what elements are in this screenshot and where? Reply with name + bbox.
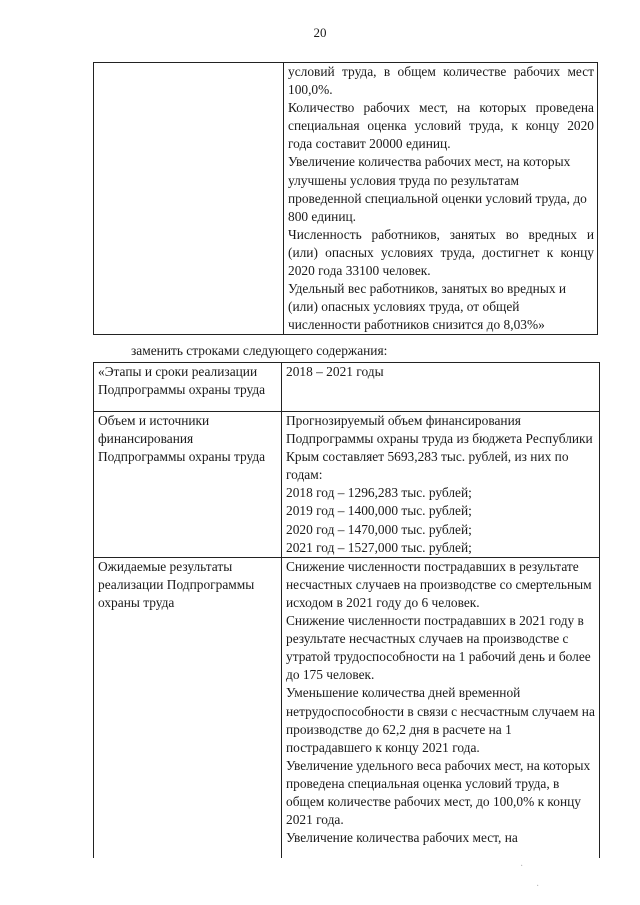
replacement-intro: заменить строками следующего содержания: <box>131 343 388 358</box>
result-paragraph: Уменьшение количества дней временной нетрудоспособности в связи с несчастным случаем на производстве до 62,2 дня в расчете на 1 пострадавшего к концу 2021 года. <box>286 685 595 755</box>
finance-label: Объем и источники финансирования Подпрограммы охраны труда <box>94 412 282 558</box>
empty-label-cell <box>94 63 284 335</box>
finance-year-line: 2020 год – 1470,000 тыс. рублей; <box>286 521 472 537</box>
results-cell <box>282 557 600 858</box>
goal-paragraph: условий труда, в общем количестве рабочих мест 100,0%. <box>288 64 594 98</box>
finance-year-line: 2021 год – 1527,000 тыс. рублей; <box>286 539 472 555</box>
table-row <box>94 63 598 335</box>
goal-paragraph: Удельный вес работников, занятых во вредных и (или) опасных условиях труда, от общей численности работников снизится до 8,03%» <box>288 281 567 333</box>
goal-paragraph: Увеличение количества рабочих мест, на которых улучшены условия труда по результатам проведенной специальной оценки условий труда, до 800 единиц. <box>288 154 587 224</box>
table-row <box>94 363 600 412</box>
table-row <box>94 557 600 858</box>
page-number: 20 <box>313 25 327 40</box>
goal-paragraph: Количество рабочих мест, на которых проведена специальная оценка условий труда, к концу 2020 года составит 20000 единиц. <box>288 100 594 152</box>
finance-cell <box>282 412 600 558</box>
goal-paragraph: Численность работников, занятых во вредных и (или) опасных условиях труда, достигнет к концу 2020 года 33100 человек. <box>288 226 594 279</box>
result-paragraph: Увеличение удельного веса рабочих мест, на которых проведена специальная оценка условий труда, в общем количестве рабочих мест, до 100,0% к концу 2021 года. <box>286 757 591 828</box>
finance-paragraph: Прогнозируемый объем финансирования Подпрограммы охраны труда из бюджета Республики Крым составляет 5693,283 тыс. рублей, из них по годам: <box>286 413 593 483</box>
result-paragraph: Увеличение количества рабочих мест, на <box>286 830 518 846</box>
results-label: Ожидаемые результаты реализации Подпрограммы охраны труда <box>94 557 282 858</box>
scan-mark: · <box>520 861 524 872</box>
stages-value: 2018 – 2021 годы <box>282 363 600 412</box>
table-row <box>94 412 600 558</box>
finance-year-line: 2018 год – 1296,283 тыс. рублей; <box>286 485 472 501</box>
finance-year-line: 2019 год – 1400,000 тыс. рублей; <box>286 503 472 519</box>
table-continued-goals <box>93 62 598 335</box>
result-paragraph: Снижение численности пострадавших в результате несчастных случаев на производстве со смертельным исходом в 2021 году до 6 человек. <box>286 558 592 610</box>
stages-label: «Этапы и сроки реализации Подпрограммы охраны труда <box>94 363 282 412</box>
scan-mark: · <box>536 881 540 892</box>
table-replacement-rows <box>93 362 600 858</box>
result-paragraph: Снижение численности пострадавших в 2021 году в результате несчастных случаев на производстве с утратой трудоспособности на 1 рабочий день и более до 175 человек. <box>286 613 591 683</box>
goals-cell <box>284 63 598 335</box>
